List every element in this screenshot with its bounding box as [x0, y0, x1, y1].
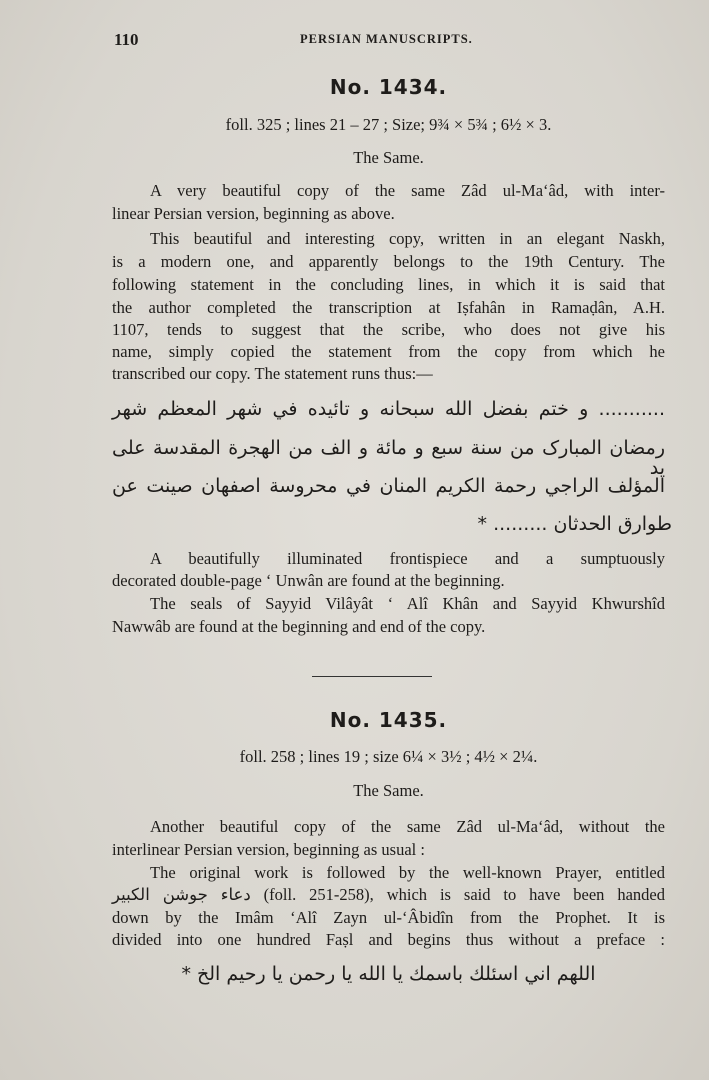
arabic-line: طوارق الحدثان ......... * — [477, 513, 672, 535]
text-line: the author completed the transcription at Iṣfahân in Ramaḍân, A.H. — [112, 298, 665, 317]
text-line: name, simply copied the statement from the copy from which he — [112, 342, 665, 361]
text-line: down by the Imâm ‘Alî Zayn ul-‘Âbidîn from the Prophet. It is — [112, 908, 665, 927]
collation: foll. 258 ; lines 19 ; size 6¼ × 3½ ; 4½ × 2¼. — [239, 747, 538, 766]
section-divider — [312, 676, 432, 677]
arabic-line: رمضان المبارک من سنة سبع و مائة و الف من الهجرة المقدسة على يد — [112, 437, 665, 479]
text-line: divided into one hundred Faṣl and begins thus without a preface : — [112, 930, 665, 949]
text-line: A very beautiful copy of the same Zâd ul-Ma‘âd, with inter- — [150, 181, 665, 200]
text-line: interlinear Persian version, beginning as usual : — [112, 840, 425, 859]
text-line: A beautifully illuminated frontispiece and a sumptuously — [150, 549, 665, 568]
text-line: 1107, tends to suggest that the scribe, who does not give his — [112, 320, 665, 339]
text-line: following statement in the concluding lines, in which it is said that — [112, 275, 665, 294]
text-line: linear Persian version, beginning as above. — [112, 204, 395, 223]
arabic-line: المؤلف الراجي رحمة الكريم المنان في محروسة اصفهان صينت عن — [112, 475, 665, 497]
text-line: Another beautiful copy of the same Zâd ul-Ma‘âd, without the — [150, 817, 665, 836]
text-line: دعاء جوشن الكبير (foll. 251-258), which is said to have been handed — [112, 885, 665, 904]
text-line: decorated double-page ‘ Unwân are found at the beginning. — [112, 571, 505, 590]
text-line: transcribed our copy. The statement runs thus:— — [112, 364, 433, 383]
text-line: is a modern one, and apparently belongs to the 19th Century. The — [112, 252, 665, 271]
text-line: The seals of Sayyid Vilâyât ‘ Alî Khân and Sayyid Khwurshîd — [150, 594, 665, 613]
arabic-line: ........... و ختم بفضل الله سبحانه و تائيده في شهر المعظم شهر — [112, 398, 665, 420]
collation: foll. 325 ; lines 21 – 27 ; Size; 9¾ × 5¾ ; 6½ × 3. — [225, 115, 552, 134]
text-line: The original work is followed by the well-known Prayer, entitled — [150, 863, 665, 882]
page-number: 110 — [114, 30, 139, 49]
running-title: PERSIAN MANUSCRIPTS. — [300, 32, 473, 46]
arabic-line: اللهم اني اسئلك باسمك يا الله يا رحمن يا رحيم الخ * — [181, 963, 596, 985]
text-line: Nawwâb are found at the beginning and end of the copy. — [112, 617, 486, 636]
entry-number: No. 1434. — [329, 75, 448, 99]
entry-number: No. 1435. — [329, 708, 448, 732]
entry-title: The Same. — [353, 781, 424, 800]
entry-title: The Same. — [353, 148, 424, 167]
text-line: This beautiful and interesting copy, written in an elegant Naskh, — [150, 229, 665, 248]
